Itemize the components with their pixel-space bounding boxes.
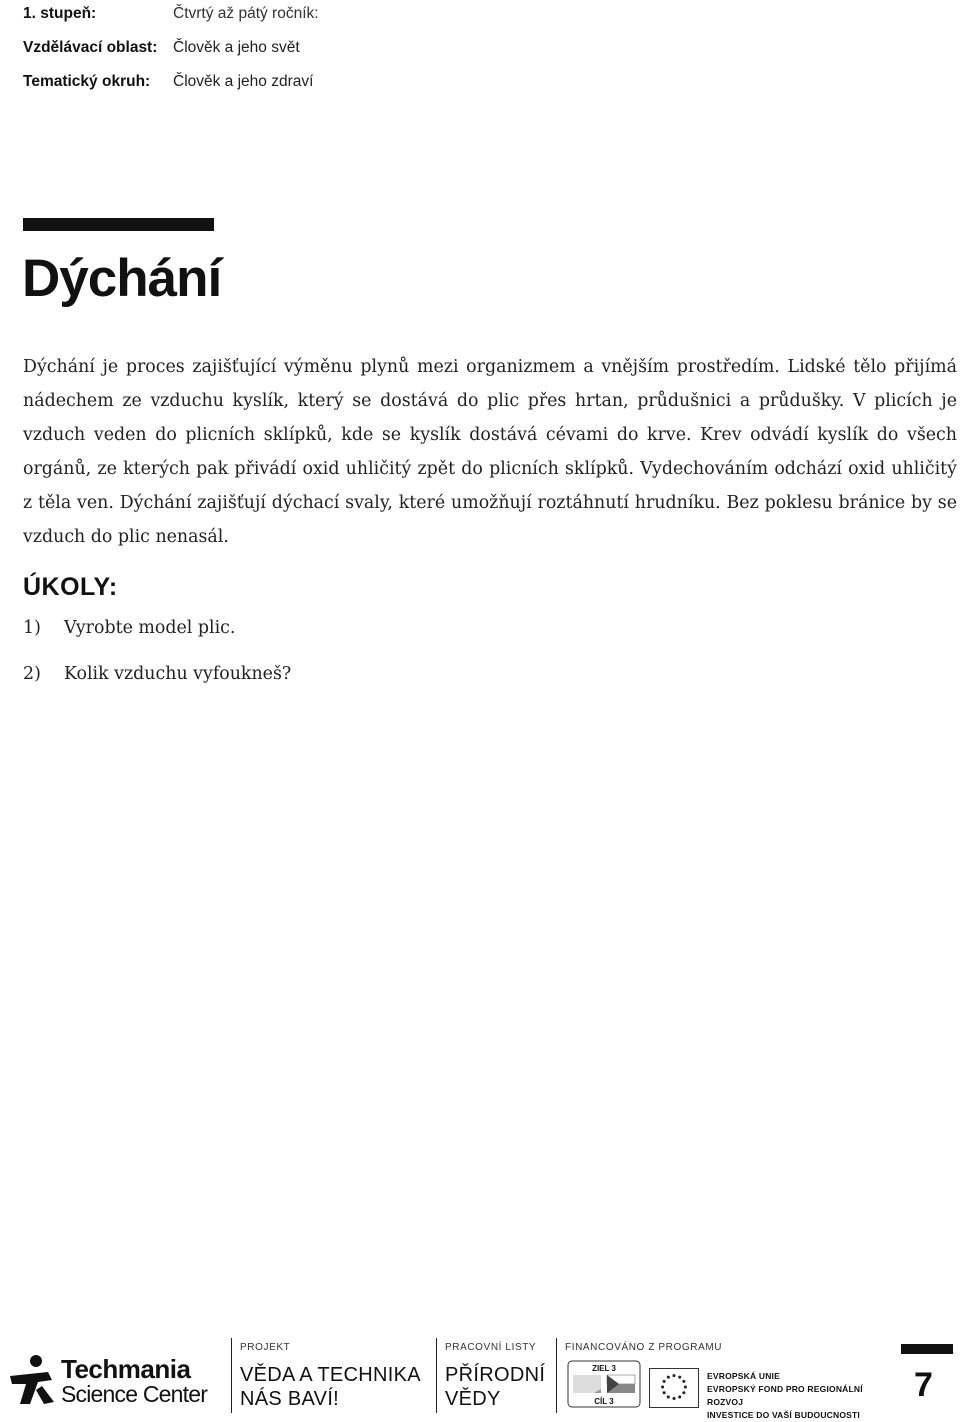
tasks-heading: ÚKOLY: <box>23 573 118 601</box>
body-paragraph: Dýchání je proces zajišťující výměnu plynů mezi organizmem a vnějším prostředím. Lidské tělo přijímá nádechem ze vzduchu kyslík, který se dostává do plic přes hrtan, průdušnici a průdušky. V plicích je vzduch veden do plicních sklípků, kde se kyslík dostává cévami do krve. Krev odvádí kyslík do všech orgánů, ze kterých pak přivádí oxid uhličitý zpět do plicních sklípků. Vydechováním odchází oxid uhličitý z těla ven. Dýchání zajišťují dýchací svaly, které umožňují roztáhnutí hrudníku. Bez poklesu bránice by se vzduch do plic nenasál. <box>23 357 957 547</box>
meta-label: 1. stupeň: <box>23 5 97 22</box>
logo-text-primary: Techmania <box>61 1354 191 1384</box>
project-label: PROJEKT <box>240 1342 291 1353</box>
meta-row-topic <box>23 72 623 106</box>
eu-text-line1: EVROPSKÁ UNIE <box>707 1371 780 1381</box>
task-item <box>23 664 291 684</box>
worksheets-subject-line1: PŘÍRODNÍ <box>445 1364 546 1386</box>
project-name-line2: NÁS BAVÍ! <box>240 1388 340 1410</box>
ziel3-cil3-logo <box>567 1360 641 1408</box>
worksheets-label: PRACOVNÍ LISTY <box>445 1342 537 1353</box>
meta-row-area <box>23 38 623 72</box>
ziel-bottom-label: CÍL 3 <box>594 1397 614 1406</box>
task-text: Kolik vzduchu vyfoukneš? <box>64 664 292 684</box>
page-number: 7 <box>914 1366 933 1404</box>
eu-text-line3: INVESTICE DO VAŠÍ BUDOUCNOSTI <box>707 1410 860 1420</box>
task-item <box>23 618 235 638</box>
eu-flag-icon <box>649 1368 699 1408</box>
meta-row-level <box>23 4 623 38</box>
worksheets-subject-line2: VĚDY <box>445 1388 501 1410</box>
page-number-bar <box>901 1344 953 1354</box>
task-number: 2) <box>23 664 41 684</box>
techmania-logo <box>8 1354 218 1410</box>
meta-value: Člověk a jeho svět <box>173 39 300 56</box>
footer-funding <box>556 1338 896 1420</box>
page-title: Dýchání <box>22 249 222 308</box>
task-text: Vyrobte model plic. <box>64 618 236 638</box>
page-footer <box>0 1330 960 1420</box>
footer-project <box>231 1338 421 1413</box>
task-number: 1) <box>23 618 41 638</box>
footer-worksheets <box>436 1338 551 1413</box>
title-accent-bar <box>23 218 214 231</box>
ziel-top-label: ZIEL 3 <box>592 1364 616 1373</box>
project-name <box>240 1363 421 1411</box>
project-name-line1: VĚDA A TECHNIKA <box>240 1364 421 1386</box>
funding-label: FINANCOVÁNO Z PROGRAMU <box>565 1342 723 1353</box>
eu-text-line2: EVROPSKÝ FOND PRO REGIONÁLNÍ ROZVOJ <box>707 1384 863 1407</box>
eu-funding-text <box>707 1370 896 1422</box>
meta-value: Člověk a jeho zdraví <box>173 73 314 90</box>
worksheets-subject <box>445 1363 551 1411</box>
techmania-logo-icon <box>8 1354 58 1406</box>
meta-label: Vzdělávací oblast: <box>23 39 158 56</box>
document-meta <box>23 4 623 106</box>
meta-value: Čtvrtý až pátý ročník: <box>173 5 319 22</box>
meta-label: Tematický okruh: <box>23 73 151 90</box>
logo-text-secondary: Science Center <box>61 1381 208 1407</box>
